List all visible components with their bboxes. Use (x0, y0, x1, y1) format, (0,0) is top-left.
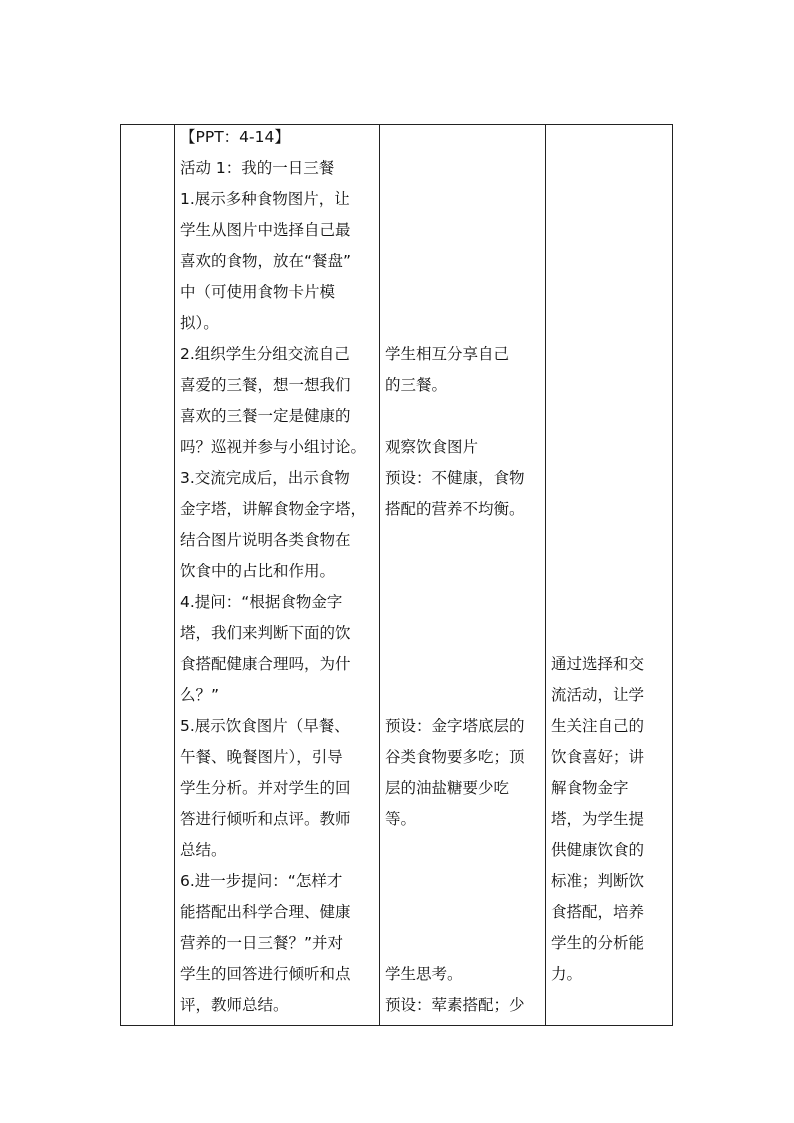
stage-column (121, 125, 174, 1025)
text-line: 中（可使用食物卡片模 (180, 283, 336, 301)
text-line: 3.交流完成后，出示食物 (180, 469, 350, 487)
text-line: 预设：不健康，食物 (385, 469, 525, 487)
text-line: 饮食喜好；讲 (551, 748, 645, 766)
text-line: 2.组织学生分组交流自己 (180, 345, 350, 363)
text-line: 学生的回答进行倾听和点 (180, 965, 351, 983)
text-line: 5.展示饮食图片（早餐、 (180, 717, 350, 735)
text-line: 搭配的营养不均衡。 (385, 500, 525, 518)
text-line: 拟）。 (180, 314, 219, 332)
text-line: 学生相互分享自己 (385, 345, 510, 363)
text-line: 食搭配，培养 (551, 903, 645, 921)
text-line: 预设：荤素搭配；少 (385, 996, 525, 1014)
text-line: 【PPT：4-14】 (180, 128, 290, 146)
text-line: 4.提问：“根据食物金字 (180, 593, 343, 611)
text-line: 营养的一日三餐？”并对 (180, 934, 344, 952)
text-line: 评，教师总结。 (180, 996, 289, 1014)
text-line: 通过选择和交 (551, 655, 645, 673)
text-line: 喜欢的三餐一定是健康的 (180, 407, 351, 425)
text-line: 学生分析。并对学生的回 (180, 779, 351, 797)
text-line: 么？” (180, 686, 220, 704)
text-line: 标准；判断饮 (551, 872, 645, 890)
text-line: 生关注自己的 (551, 717, 645, 735)
text-line: 塔，为学生提 (551, 810, 645, 828)
text-line: 塔，我们来判断下面的饮 (180, 624, 351, 642)
text-line: 午餐、晚餐图片），引导 (180, 748, 343, 766)
text-line: 结合图片说明各类食物在 (180, 531, 351, 549)
text-line: 学生的分析能 (551, 934, 645, 952)
text-line: 流活动，让学 (551, 686, 645, 704)
student-activity-column (385, 125, 543, 1025)
text-line: 6.进一步提问：“怎样才 (180, 872, 343, 890)
text-line: 饮食中的占比和作用。 (180, 562, 336, 580)
design-intent-column (551, 125, 671, 1025)
column-divider (545, 125, 546, 1025)
text-line: 的三餐。 (385, 376, 448, 394)
lesson-plan-table (120, 124, 673, 1026)
column-divider (174, 125, 175, 1025)
text-line: 力。 (551, 965, 583, 983)
text-line: 观察饮食图片 (385, 438, 479, 456)
text-line: 活动 1：我的一日三餐 (180, 159, 335, 177)
text-line: 喜欢的食物，放在“餐盘” (180, 252, 352, 270)
text-line: 解食物金字 (551, 779, 629, 797)
text-line: 预设：金字塔底层的 (385, 717, 525, 735)
text-line: 喜爱的三餐，想一想我们 (180, 376, 351, 394)
text-line: 1.展示多种食物图片，让 (180, 190, 350, 208)
text-line: 供健康饮食的 (551, 841, 645, 859)
column-divider (379, 125, 380, 1025)
text-line: 谷类食物要多吃；顶 (385, 748, 525, 766)
text-line: 总结。 (180, 841, 227, 859)
teacher-activity-column (180, 125, 376, 1025)
text-line: 等。 (385, 810, 417, 828)
text-line: 能搭配出科学合理、健康 (180, 903, 351, 921)
text-line: 学生从图片中选择自己最 (180, 221, 351, 239)
text-line: 层的油盐糖要少吃 (385, 779, 510, 797)
text-line: 学生思考。 (385, 965, 463, 983)
text-line: 答进行倾听和点评。教师 (180, 810, 351, 828)
text-line: 食搭配健康合理吗，为什 (180, 655, 351, 673)
text-line: 吗？巡视并参与小组讨论。 (180, 438, 367, 456)
text-line: 金字塔，讲解食物金字塔， (180, 500, 367, 518)
